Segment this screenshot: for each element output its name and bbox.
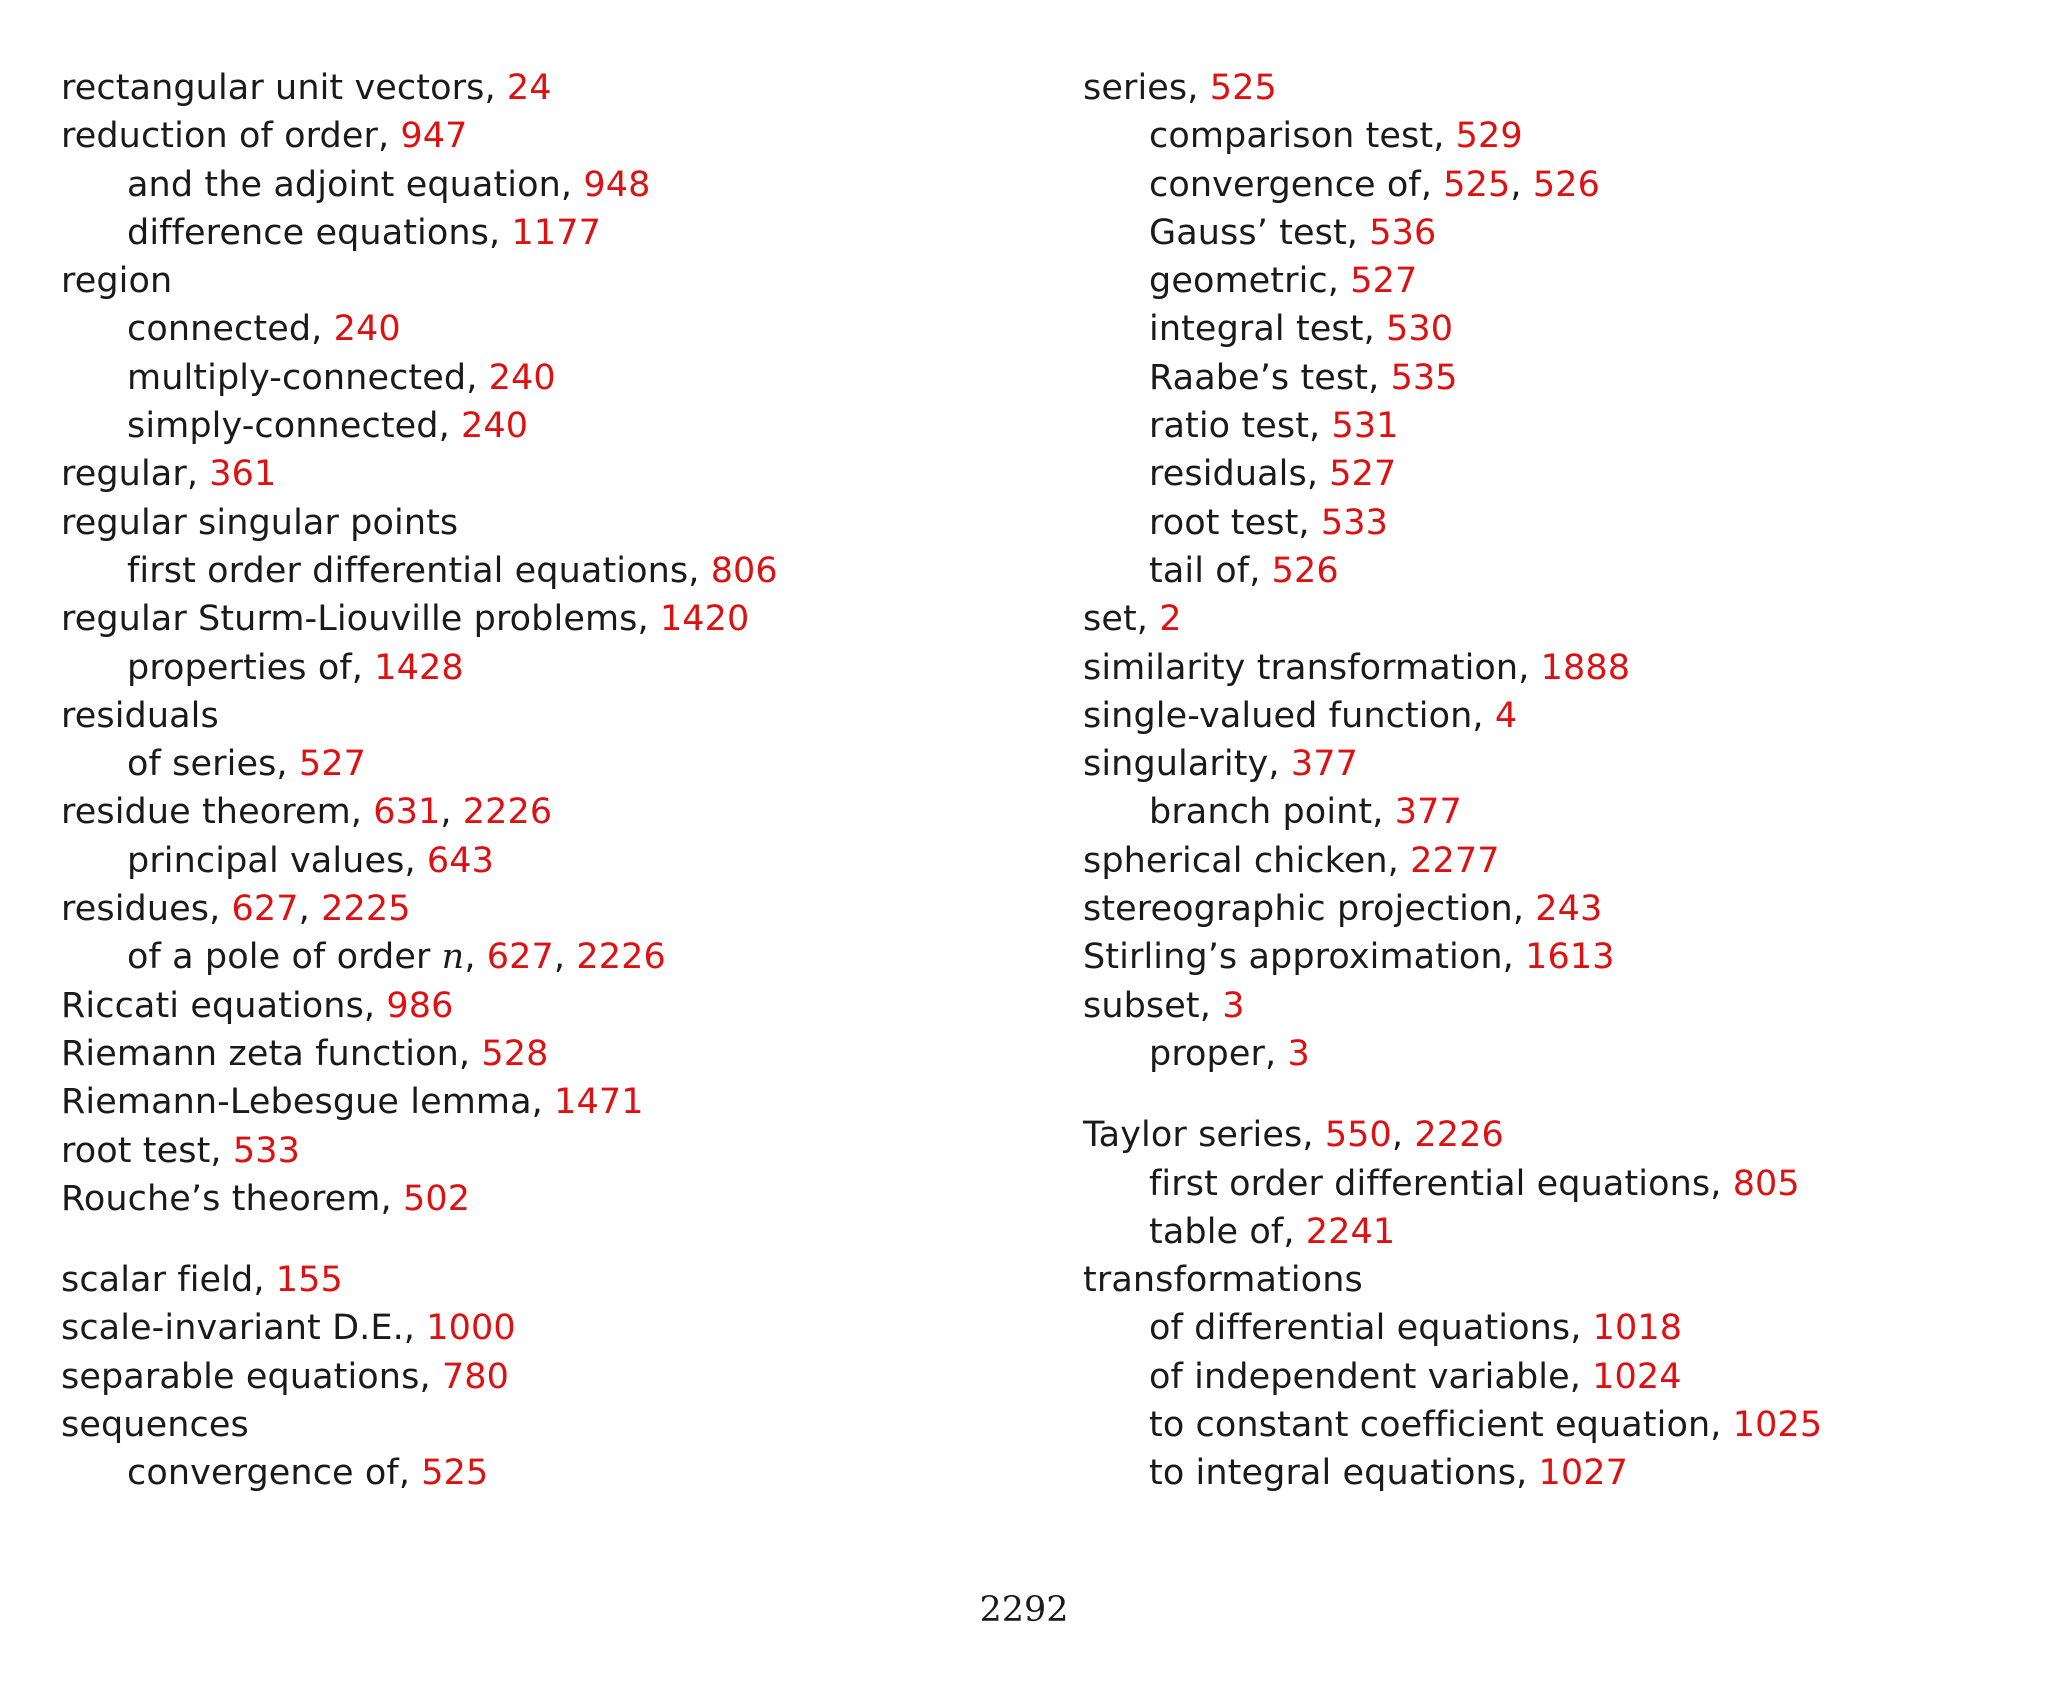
page-ref-link[interactable]: 240 <box>333 309 401 350</box>
index-term: of a pole of order <box>127 937 431 978</box>
index-entry-stirlings-approximation: Stirling’s approximation, 1613 <box>1083 937 1615 978</box>
page-ref-link[interactable]: 240 <box>488 357 556 398</box>
index-term: convergence of <box>1149 164 1421 205</box>
index-term: geometric <box>1149 261 1328 302</box>
index-term: Rouche’s theorem <box>61 1178 381 1219</box>
page-ref-link[interactable]: 1018 <box>1592 1308 1683 1349</box>
page-ref-link[interactable]: 2277 <box>1410 840 1500 881</box>
index-term: residue theorem <box>61 792 351 833</box>
index-entry-similarity-transformation: similarity transformation, 1888 <box>1083 647 1631 688</box>
index-entry-stereographic-projection: stereographic projection, 243 <box>1083 889 1603 930</box>
index-term: root test <box>61 1130 211 1171</box>
page-ref-link[interactable]: 535 <box>1390 357 1458 398</box>
index-entry-principal-values: principal values, 643 <box>127 840 494 881</box>
index-term: difference equations <box>127 212 490 253</box>
index-entry-simply-connected: simply-connected, 240 <box>127 406 529 447</box>
page-ref-link[interactable]: 1000 <box>426 1308 516 1349</box>
index-term: transformations <box>1083 1260 1363 1301</box>
index-column-left <box>61 64 961 1498</box>
index-entry-single-valued-function: single-valued function, 4 <box>1083 695 1518 736</box>
index-entry-riemann-zeta-function: Riemann zeta function, 528 <box>61 1033 549 1074</box>
index-term: convergence of <box>127 1453 399 1494</box>
page-ref-link[interactable]: 502 <box>402 1178 471 1219</box>
index-term: scalar field <box>61 1260 254 1301</box>
page-ref-link[interactable]: 643 <box>426 840 494 881</box>
index-entry-tail-of: tail of, 526 <box>1149 550 1339 591</box>
page-ref-link[interactable]: 627 <box>486 937 554 978</box>
index-term: Taylor series <box>1083 1115 1303 1156</box>
index-entry-to-constant-coefficient-equation: to constant coefficient equation, 1025 <box>1149 1405 1823 1446</box>
page-ref-link[interactable]: 526 <box>1532 164 1600 205</box>
page-ref-link[interactable]: 806 <box>710 550 778 591</box>
index-entry-residues: residues, 627, 2225 <box>61 889 411 930</box>
page-ref-link[interactable]: 2226 <box>1414 1115 1504 1156</box>
page-ref-link[interactable]: 986 <box>386 985 454 1026</box>
index-term: sequences <box>61 1405 249 1446</box>
index-column-right <box>1083 64 1983 1498</box>
index-entry-singularity: singularity, 377 <box>1083 744 1358 785</box>
index-term: residues <box>61 889 210 930</box>
index-term: rectangular unit vectors <box>61 68 485 108</box>
index-entry-residue-theorem: residue theorem, 631, 2226 <box>61 792 553 833</box>
page-ref-link[interactable]: 525 <box>421 1453 489 1494</box>
index-entry-convergence-of-series: convergence of, 525, 526 <box>1149 164 1600 205</box>
index-term: regular singular points <box>61 502 459 543</box>
index-entry-difference-equations: difference equations, 1177 <box>127 212 601 253</box>
index-term: Stirling’s approximation <box>1083 937 1503 978</box>
page-ref-link[interactable]: 533 <box>232 1130 300 1171</box>
index-term: first order differential equations <box>1149 1163 1711 1204</box>
page-ref-link[interactable]: 627 <box>231 889 299 930</box>
index-entry-first-order-differential-equations: first order differential equations, 806 <box>127 550 778 591</box>
page-ref-link[interactable]: 3 <box>1287 1033 1310 1074</box>
index-entry-and-the-adjoint-equation: and the adjoint equation, 948 <box>127 164 651 205</box>
page-ref-link[interactable]: 2226 <box>576 937 666 978</box>
page-ref-link[interactable]: 531 <box>1331 406 1399 447</box>
index-term: proper <box>1149 1033 1265 1074</box>
page-number: 2292 <box>979 1590 1069 1630</box>
index-entry-taylor-first-order-differential-equations: first order differential equations, 805 <box>1149 1163 1800 1204</box>
index-term: ratio test <box>1149 406 1310 447</box>
page-ref-link[interactable]: 1471 <box>554 1082 644 1123</box>
index-entry-gauss-test: Gauss’ test, 536 <box>1149 212 1437 253</box>
index-entry-regular-singular-points <box>61 499 961 547</box>
index-term: residuals <box>61 695 219 736</box>
page-ref-link[interactable]: 527 <box>298 744 366 785</box>
index-term: reduction of order <box>61 116 378 157</box>
index-term: Riccati equations <box>61 985 364 1026</box>
page-ref-link[interactable]: 947 <box>400 116 468 157</box>
index-term: integral test <box>1149 309 1364 350</box>
index-term: properties of <box>127 647 352 688</box>
index-term: regular Sturm-Liouville problems <box>61 599 638 640</box>
page-ref-link[interactable]: 361 <box>209 454 277 495</box>
index-term: connected <box>127 309 312 350</box>
index-entry-subset: subset, 3 <box>1083 985 1245 1026</box>
index-entry-series-root-test: root test, 533 <box>1149 502 1388 543</box>
index-entry-convergence-of-sequences: convergence of, 525 <box>127 1453 489 1494</box>
index-term: of independent variable <box>1149 1356 1570 1397</box>
page-ref-link[interactable]: 1027 <box>1538 1453 1629 1494</box>
math-variable: n <box>441 937 465 978</box>
index-term: set <box>1083 599 1137 640</box>
page-ref-link[interactable]: 1177 <box>511 212 601 253</box>
index-term: tail of <box>1149 550 1250 591</box>
index-entry-set: set, 2 <box>1083 599 1182 640</box>
index-entry-scale-invariant-de: scale-invariant D.E., 1000 <box>61 1308 516 1349</box>
page-ref-link[interactable]: 2 <box>1159 599 1182 640</box>
index-term: singularity <box>1083 744 1269 785</box>
page-ref-link[interactable]: 155 <box>275 1260 343 1301</box>
index-entry-multiply-connected: multiply-connected, 240 <box>127 357 556 398</box>
index-term: similarity transformation <box>1083 647 1519 688</box>
page-ref-link[interactable]: 1888 <box>1540 647 1631 688</box>
page-ref-link[interactable]: 3 <box>1222 985 1245 1026</box>
index-term: comparison test <box>1149 116 1434 157</box>
index-entry-integral-test: integral test, 530 <box>1149 309 1454 350</box>
index-entry-rectangular-unit-vectors: rectangular unit vectors, 24 <box>61 68 552 108</box>
index-term: spherical chicken <box>1083 840 1388 881</box>
page-ref-link[interactable]: 1025 <box>1732 1405 1823 1446</box>
page-ref-link[interactable]: 533 <box>1320 502 1388 543</box>
page-ref-link[interactable]: 536 <box>1369 212 1437 253</box>
page-ref-link[interactable]: 2225 <box>321 889 411 930</box>
page-ref-link[interactable]: 1420 <box>659 599 750 640</box>
index-entry-to-integral-equations: to integral equations, 1027 <box>1149 1453 1629 1494</box>
page-ref-link[interactable]: 528 <box>481 1033 549 1074</box>
index-term: branch point <box>1149 792 1373 833</box>
index-term: principal values <box>127 840 405 881</box>
index-entry-regular-sturm-liouville-problems: regular Sturm-Liouville problems, 1420 <box>61 599 750 640</box>
index-term: region <box>61 261 173 302</box>
index-term: regular <box>61 454 187 495</box>
page-ref-link[interactable]: 1024 <box>1592 1356 1682 1397</box>
index-entry-scalar-field: scalar field, 155 <box>61 1260 343 1301</box>
index-term: Gauss’ test <box>1149 212 1347 253</box>
index-entry-comparison-test: comparison test, 529 <box>1149 116 1523 157</box>
index-term: stereographic projection <box>1083 889 1513 930</box>
index-entry-spherical-chicken: spherical chicken, 2277 <box>1083 840 1500 881</box>
page-ref-link[interactable]: 805 <box>1732 1163 1800 1204</box>
index-term: table of <box>1149 1211 1284 1252</box>
page-ref-link[interactable]: 1428 <box>374 647 464 688</box>
index-entry-taylor-series: Taylor series, 550, 2226 <box>1083 1115 1504 1156</box>
index-entry-connected: connected, 240 <box>127 309 401 350</box>
index-entry-proper: proper, 3 <box>1149 1033 1310 1074</box>
index-term: Raabe’s test <box>1149 357 1369 398</box>
index-entry-rouches-theorem: Rouche’s theorem, 502 <box>61 1178 471 1219</box>
index-entry-of-a-pole-of-order-n: of a pole of order n, 627, 2226 <box>127 937 666 978</box>
index-term: multiply-connected <box>127 357 467 398</box>
page-ref-link[interactable]: 530 <box>1386 309 1454 350</box>
index-entry-of-independent-variable: of independent variable, 1024 <box>1149 1356 1682 1397</box>
index-entry-series: series, 525 <box>1083 68 1277 108</box>
index-term: root test <box>1149 502 1299 543</box>
index-term: of series <box>127 744 277 785</box>
page-ref-link[interactable]: 243 <box>1535 889 1603 930</box>
index-term: subset <box>1083 985 1200 1026</box>
index-term: simply-connected <box>127 406 439 447</box>
page-ref-link[interactable]: 527 <box>1350 261 1418 302</box>
page-ref-link[interactable]: 525 <box>1443 164 1511 205</box>
index-entry-properties-of: properties of, 1428 <box>127 647 464 688</box>
index-entry-riemann-lebesgue-lemma: Riemann-Lebesgue lemma, 1471 <box>61 1082 644 1123</box>
index-entry-riccati-equations: Riccati equations, 986 <box>61 985 454 1026</box>
index-entry-of-series: of series, 527 <box>127 744 366 785</box>
page-ref-link[interactable]: 377 <box>1290 744 1358 785</box>
page-ref-link[interactable]: 377 <box>1394 792 1462 833</box>
page-ref-link[interactable]: 2226 <box>462 792 553 833</box>
index-term: to constant coefficient equation <box>1149 1405 1711 1446</box>
index-entry-separable-equations: separable equations, 780 <box>61 1356 509 1397</box>
index-term: and the adjoint equation <box>127 164 561 205</box>
page-ref-link[interactable]: 780 <box>441 1356 509 1397</box>
index-entry-table-of: table of, 2241 <box>1149 1211 1396 1252</box>
index-entry-ratio-test: ratio test, 531 <box>1149 406 1399 447</box>
index-term: to integral equations <box>1149 1453 1517 1494</box>
page-ref-link[interactable]: 527 <box>1329 454 1397 495</box>
index-term: of differential equations <box>1149 1308 1571 1349</box>
page-ref-link[interactable]: 4 <box>1494 695 1518 736</box>
page-ref-link[interactable]: 526 <box>1271 550 1339 591</box>
index-entry-root-test: root test, 533 <box>61 1130 300 1171</box>
index-term: scale-invariant D.E. <box>61 1308 404 1349</box>
index-entry-residuals <box>61 692 961 740</box>
page-ref-link[interactable]: 529 <box>1455 116 1523 157</box>
page-ref-link[interactable]: 550 <box>1324 1115 1392 1156</box>
index-entry-series-residuals: residuals, 527 <box>1149 454 1397 495</box>
index-term: series <box>1083 68 1188 108</box>
index-term: Riemann-Lebesgue lemma <box>61 1082 532 1123</box>
page-ref-link[interactable]: 631 <box>373 792 441 833</box>
index-entry-geometric: geometric, 527 <box>1149 261 1418 302</box>
index-entry-sequences <box>61 1401 961 1449</box>
index-entry-transformations <box>1083 1256 1983 1304</box>
index-entry-region <box>61 257 961 305</box>
page-ref-link[interactable]: 240 <box>461 406 529 447</box>
index-entry-of-differential-equations: of differential equations, 1018 <box>1149 1308 1683 1349</box>
index-term: first order differential equations <box>127 550 689 591</box>
index-entry-regular: regular, 361 <box>61 454 277 495</box>
page-ref-link[interactable]: 2241 <box>1305 1211 1396 1252</box>
page-ref-link[interactable]: 525 <box>1209 68 1277 108</box>
page-ref-link[interactable]: 1613 <box>1525 937 1615 978</box>
page-ref-link[interactable]: 948 <box>583 164 651 205</box>
index-entry-raabes-test: Raabe’s test, 535 <box>1149 357 1458 398</box>
index-entry-branch-point: branch point, 377 <box>1149 792 1462 833</box>
index-term: Riemann zeta function <box>61 1033 459 1074</box>
page-ref-link[interactable]: 24 <box>506 68 552 108</box>
index-term: residuals <box>1149 454 1307 495</box>
index-term: single-valued function <box>1083 695 1473 736</box>
index-entry-reduction-of-order: reduction of order, 947 <box>61 116 468 157</box>
index-term: separable equations <box>61 1356 420 1397</box>
